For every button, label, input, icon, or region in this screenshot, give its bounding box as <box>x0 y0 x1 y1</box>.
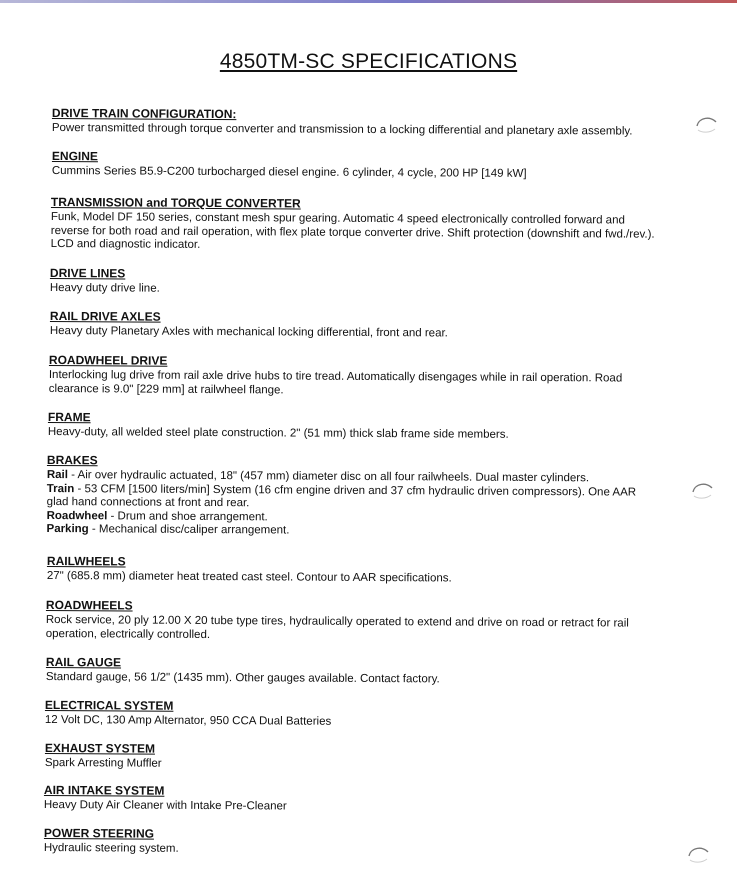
section-text-line: reverse for both road and rail operation, with flex plate torque converter drive. Shift protection (downshift and fwd./rev.). <box>50 224 655 241</box>
brakes-item-text: - Mechanical disc/caliper arrangement. <box>88 523 290 537</box>
section-text-line: Rock service, 20 ply 12.00 X 20 tube type tires, hydraulically operated to extend and drive on road or retract for rail <box>45 613 629 630</box>
section-text-line: operation, electrically controlled. <box>45 627 211 641</box>
page-title: 4850TM-SC SPECIFICATIONS <box>219 50 518 73</box>
section-roadwheel-drive <box>49 353 649 400</box>
section-heading: DRIVE LINES <box>49 266 126 281</box>
section-heading: ENGINE <box>51 149 99 164</box>
section-heading: RAIL DRIVE AXLES <box>49 309 161 324</box>
section-text-line: Standard gauge, 56 1/2" (1435 mm). Other gauges available. Contact factory. <box>45 670 440 686</box>
punch-hole-bottom-icon <box>686 842 710 866</box>
brakes-item-label: Rail <box>46 468 68 482</box>
brakes-item-text: - Air over hydraulic actuated, 18" (457 mm) diameter disc on all four railwheels. Dual master cylinders. <box>67 469 590 485</box>
section-text-line: Heavy-duty, all welded steel plate construction. 2" (51 mm) thick slab frame side members. <box>47 425 509 441</box>
section-text-line: Power transmitted through torque converter and transmission to a locking differential and planetary axle assembly. <box>51 121 633 138</box>
brakes-parking-line <box>46 523 646 540</box>
section-roadwheels <box>46 598 646 645</box>
section-exhaust-system <box>45 741 645 774</box>
section-railwheels <box>47 554 647 587</box>
section-transmission <box>50 195 655 255</box>
section-heading: AIR INTAKE SYSTEM <box>43 783 165 798</box>
section-rail-drive-axles <box>50 309 650 342</box>
brakes-item-label: Roadwheel <box>46 509 108 523</box>
punch-hole-top-icon <box>694 112 718 136</box>
section-drive-train-configuration <box>52 106 652 139</box>
section-text-line: Cummins Series B5.9-C200 turbocharged diesel engine. 6 cylinder, 4 cycle, 200 HP [149 kW] <box>51 164 527 180</box>
section-heading: DRIVE TRAIN CONFIGURATION: <box>51 106 237 122</box>
section-heading: RAILWHEELS <box>46 554 126 569</box>
section-text-line: 27" (685.8 mm) diameter heat treated cast steel. Contour to AAR specifications. <box>46 569 452 585</box>
section-heading: POWER STEERING <box>43 826 155 841</box>
section-air-intake-system <box>44 783 644 816</box>
section-rail-gauge <box>46 655 646 688</box>
section-text-line: clearance is 9.0" [229 mm] at railwheel flange. <box>48 382 284 397</box>
section-brakes <box>46 453 647 541</box>
section-heading: ROADWHEELS <box>45 598 133 613</box>
brakes-item-label: Parking <box>46 523 89 536</box>
brakes-item-label: Train <box>46 482 75 495</box>
section-power-steering <box>44 826 644 859</box>
section-frame <box>48 410 648 443</box>
section-electrical-system <box>45 698 645 731</box>
section-text-line: 12 Volt DC, 130 Amp Alternator, 950 CCA Dual Batteries <box>44 713 332 728</box>
section-heading: ELECTRICAL SYSTEM <box>44 698 174 713</box>
section-heading: FRAME <box>47 410 91 425</box>
scan-top-edge-line <box>0 0 737 3</box>
section-text-line: Heavy duty drive line. <box>49 281 160 295</box>
section-text-line: Heavy Duty Air Cleaner with Intake Pre-Cleaner <box>43 798 287 813</box>
punch-hole-middle-icon <box>690 478 714 502</box>
brakes-item-text: - 53 CFM [1500 liters/min] System (16 cfm engine driven and 37 cfm hydraulic driven compressors). One AAR <box>74 482 637 499</box>
section-heading: RAIL GAUGE <box>45 655 122 670</box>
section-text-line: Interlocking lug drive from rail axle drive hubs to tire tread. Automatically disengages while in rail operation. Road <box>48 368 623 385</box>
section-text-line: Spark Arresting Muffler <box>44 756 162 770</box>
section-text-line: Heavy duty Planetary Axles with mechanical locking differential, front and rear. <box>49 324 448 340</box>
brakes-item-text: glad hand connections at front and rear. <box>46 496 250 510</box>
section-drive-lines <box>50 266 650 299</box>
section-heading: BRAKES <box>46 453 98 468</box>
section-text-line: Hydraulic steering system. <box>43 841 179 855</box>
section-engine <box>52 149 652 182</box>
section-heading: TRANSMISSION and TORQUE CONVERTER <box>50 195 301 211</box>
brakes-item-text: - Drum and shoe arrangement. <box>107 510 268 524</box>
section-heading: ROADWHEEL DRIVE <box>48 353 168 368</box>
section-text-line: Funk, Model DF 150 series, constant mesh spur gearing. Automatic 4 speed electronically controlled forward and <box>50 210 625 227</box>
section-text-line: LCD and diagnostic indicator. <box>50 238 201 252</box>
section-heading: EXHAUST SYSTEM <box>44 741 156 756</box>
